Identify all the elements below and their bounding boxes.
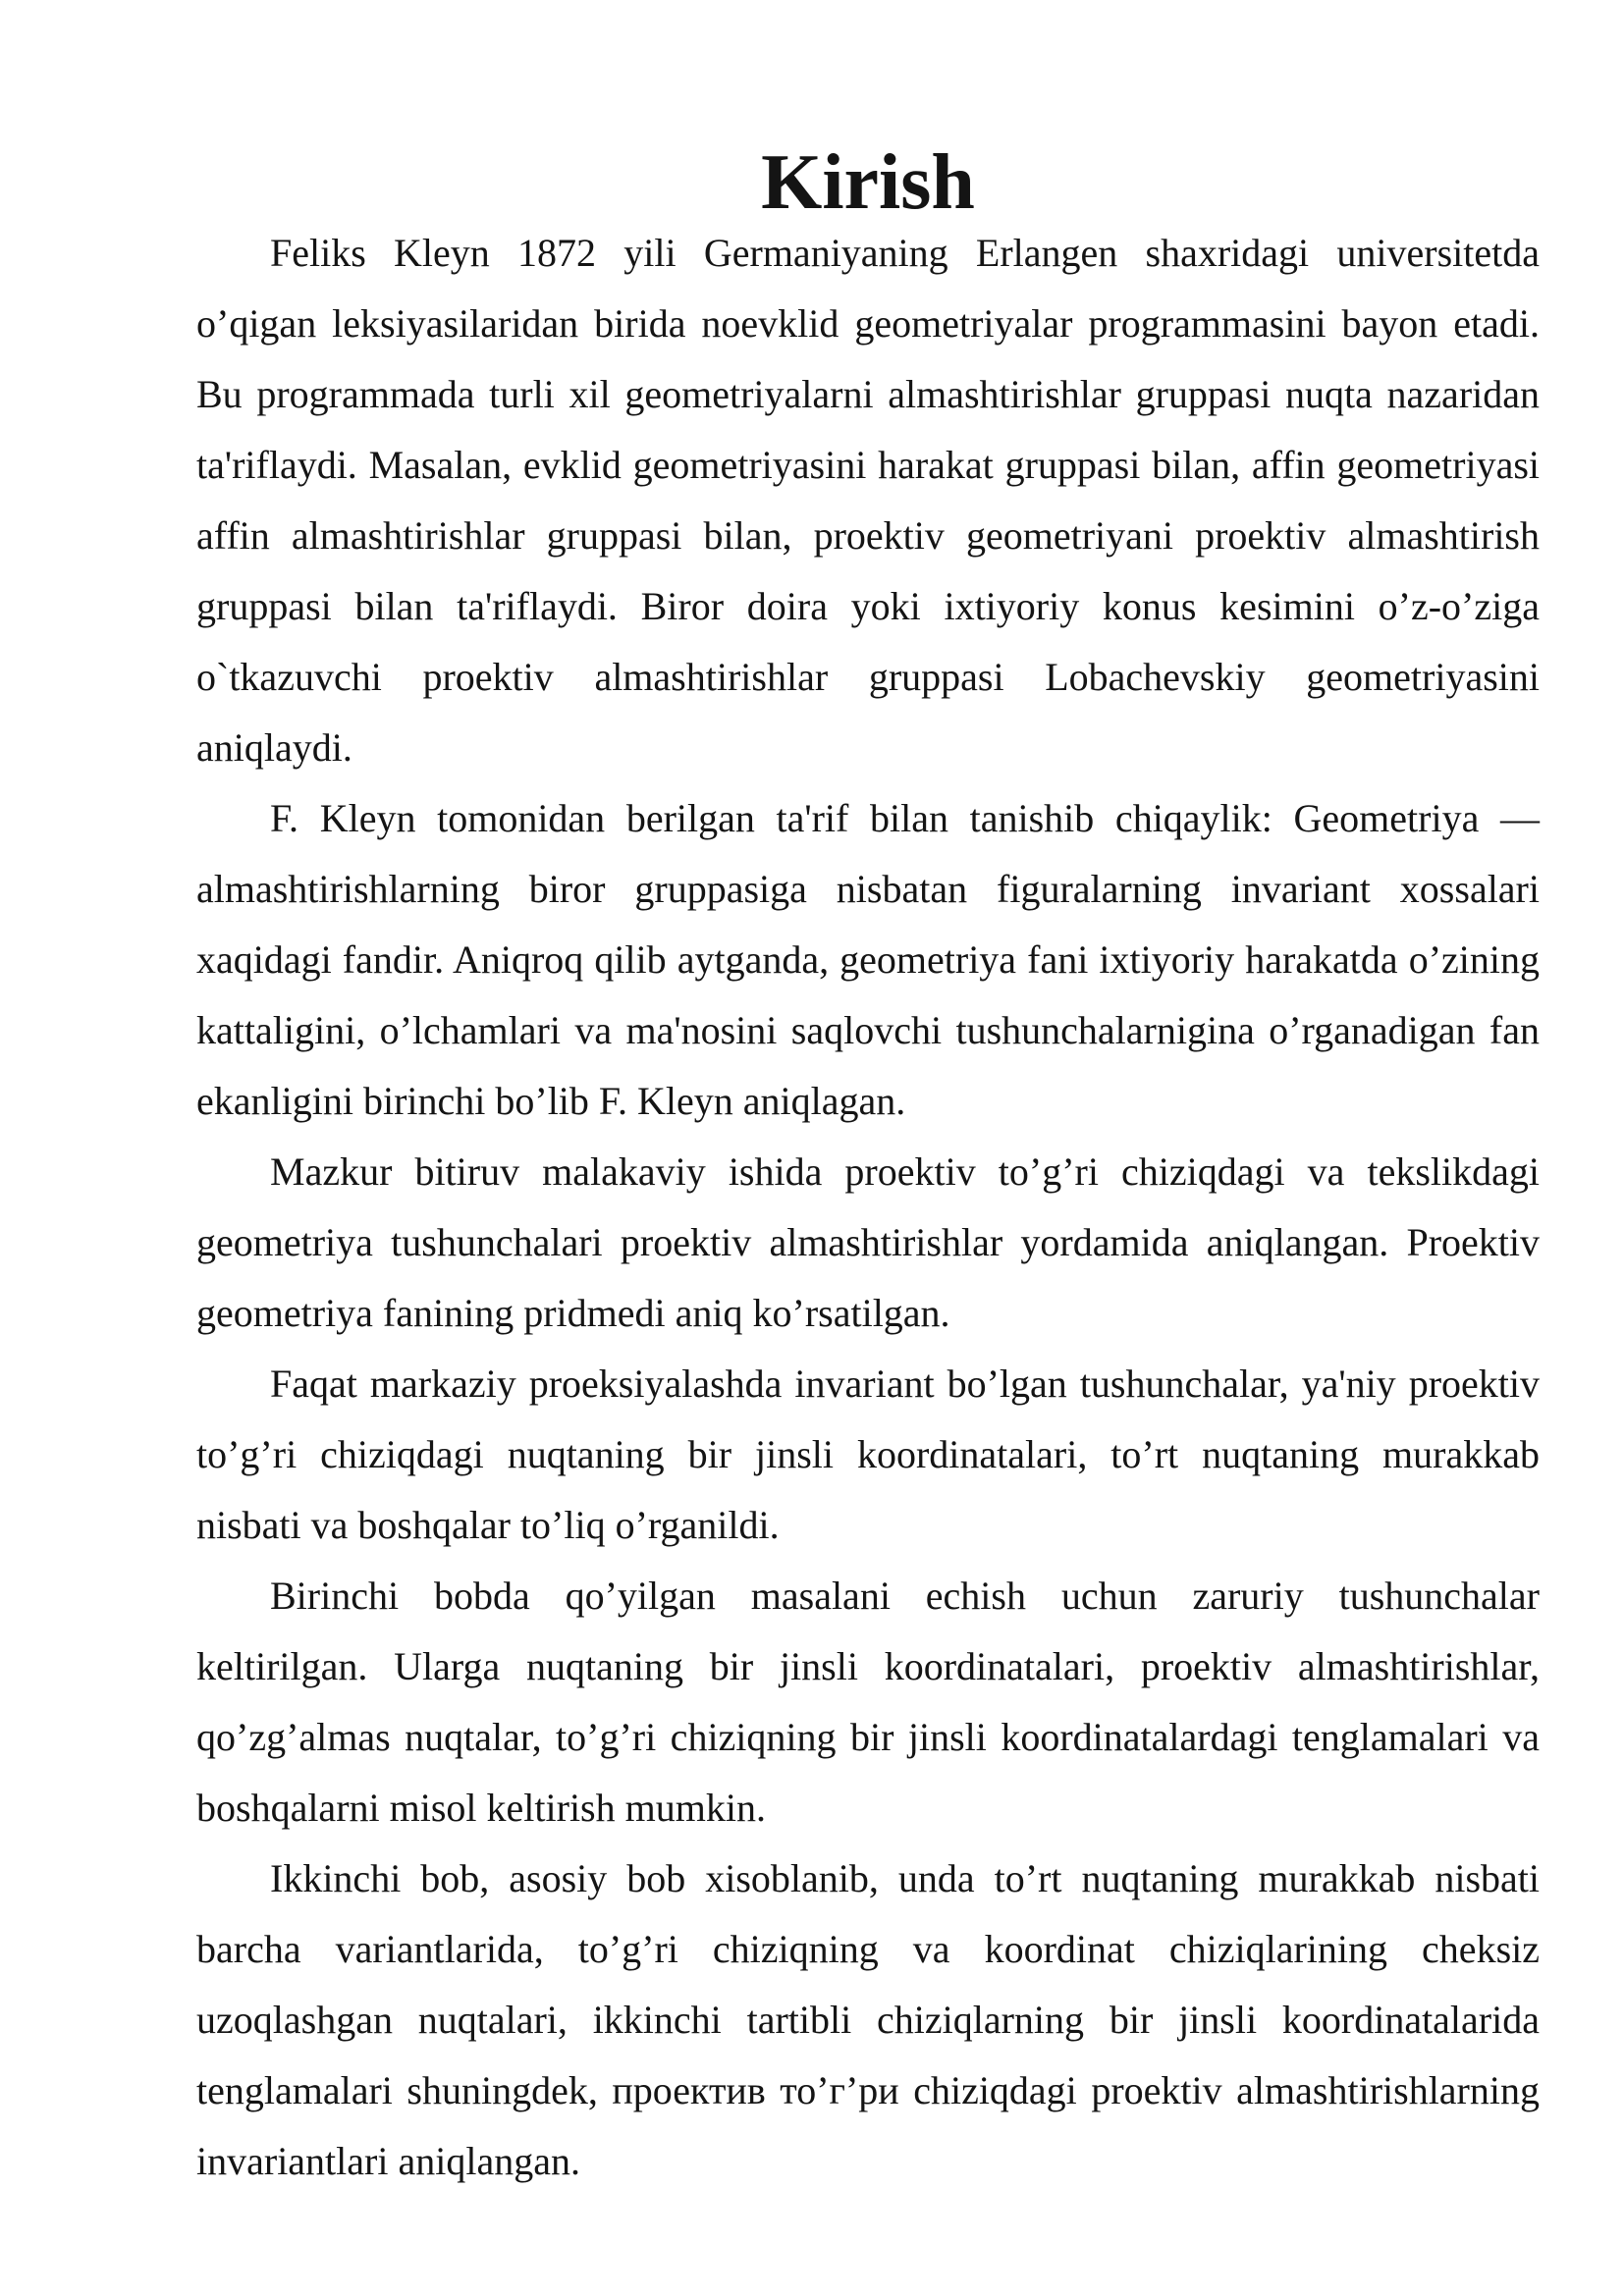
paragraph-2: F. Kleyn tomonidan berilgan ta'rif bilan tanishib chiqaylik: Geometriya — almashtirishlarning biror gruppasiga nisbatan figuralarning invariant xossalari xaqidagi fandir. Aniqroq qilib aytganda, geometriya fani ixtiyoriy harakatda o’zining kattaligini, o’lchamlari va ma'nosini saqlovchi tushunchalarnigina o’rganadigan fan ekanligini birinchi bo’lib F. Kleyn aniqlagan. (196, 796, 1540, 1123)
paragraph-5: Birinchi bobda qo’yilgan masalani echish uchun zaruriy tushunchalar keltirilgan. Ularga nuqtaning bir jinsli koordinatalari, proektiv almashtirishlar, qo’zg’almas nuqtalar, to’g’ri chiziqning bir jinsli koordinatalardagi tenglamalari va boshqalarni misol keltirish mumkin. (196, 1574, 1540, 1830)
paragraph-6: Ikkinchi bob, asosiy bob xisoblanib, unda to’rt nuqtaning murakkab nisbati barcha variantlarida, to’g’ri chiziqning va koordinat chiziqlarining cheksiz uzoqlashgan nuqtalari, ikkinchi tartibli chiziqlarning bir jinsli koordinatalarida tenglamalari shuningdek, проектив то’г’ри chiziqdagi proektiv almashtirishlarning invariantlari aniqlangan. (196, 1856, 1540, 2183)
document-page (196, 139, 1540, 2197)
paragraph-4: Faqat markaziy proeksiyalashda invariant bo’lgan tushunchalar, ya'niy proektiv to’g’ri chiziqdagi nuqtaning bir jinsli koordinatalari, to’rt nuqtaning murakkab nisbati va boshqalar to’liq o’rganildi. (196, 1362, 1540, 1547)
paragraph-1: Feliks Kleyn 1872 yili Germaniyaning Erlangen shaxridagi universitetda o’qigan leksiyasilaridan birida noevklid geometriyalar programmasini bayon etadi. Bu programmada turli xil geometriyalarni almashtirishlar gruppasi nuqta nazaridan ta'riflaydi. Masalan, evklid geometriyasini harakat gruppasi bilan, affin geometriyasi affin almashtirishlar gruppasi bilan, proektiv geometriyani proektiv almashtirish gruppasi bilan ta'riflaydi. Biror doira yoki ixtiyoriy konus kesimini o’z-o’ziga o`tkazuvchi proektiv almashtirishlar gruppasi Lobachevskiy geometriyasini aniqlaydi. (196, 231, 1540, 770)
page-title: Kirish (761, 139, 975, 226)
paragraph-3: Mazkur bitiruv malakaviy ishida proektiv to’g’ri chiziqdagi va tekslikdagi geometriya tushunchalari proektiv almashtirishlar yordamida aniqlangan. Proektiv geometriya fanining pridmedi aniq ko’rsatilgan. (196, 1149, 1540, 1335)
